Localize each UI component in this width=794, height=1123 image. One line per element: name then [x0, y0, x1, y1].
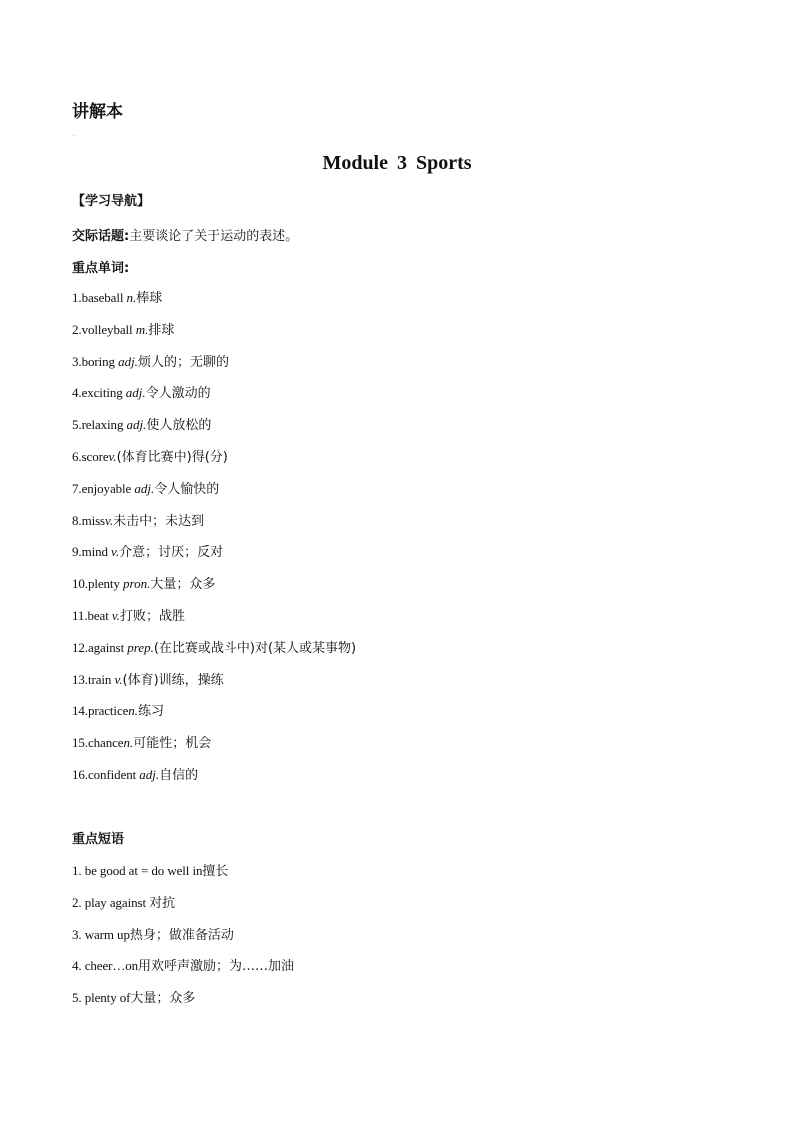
- word-item: [72, 573, 215, 592]
- word-part-of-speech: v.: [108, 449, 117, 464]
- key-words-heading: 重点单词:: [72, 261, 130, 276]
- word-number: 1.: [72, 290, 82, 305]
- word-number: 5.: [72, 417, 82, 433]
- word-item: [72, 478, 219, 497]
- study-guide-heading: 【学习导航】: [72, 194, 151, 209]
- word-item: [72, 382, 211, 401]
- phrase-english: 3. warm up: [72, 926, 130, 942]
- word-english: chance: [87, 735, 124, 751]
- word-chinese: 烦人的；无聊的: [137, 354, 229, 370]
- word-english: against: [87, 639, 128, 655]
- word-number: 9.: [72, 544, 82, 560]
- word-english: relaxing: [81, 417, 127, 433]
- word-number: 16.: [72, 767, 88, 782]
- word-part-of-speech: m.: [135, 321, 149, 337]
- word-number: 15.: [72, 735, 88, 751]
- phrase-item: [72, 860, 228, 879]
- word-number: 13.: [72, 671, 88, 687]
- word-part-of-speech: v.: [105, 512, 114, 528]
- word-english: enjoyable: [81, 480, 135, 496]
- word-chinese: 使人放松的: [146, 418, 212, 434]
- phrase-english: 2. play against: [72, 894, 150, 910]
- phrase-chinese: 热身；做准备活动: [129, 927, 234, 943]
- word-chinese: 棒球: [136, 291, 163, 306]
- phrase-item: [72, 924, 234, 943]
- word-part-of-speech: adj.: [139, 767, 160, 782]
- word-item: [72, 446, 228, 465]
- word-item: [72, 732, 211, 751]
- word-english: exciting: [81, 385, 126, 401]
- word-part-of-speech: adj.: [134, 480, 155, 496]
- page-title: Module 3 Sports: [322, 152, 472, 174]
- phrase-chinese: 用欢呼声激励；为……加油: [138, 959, 295, 975]
- word-item: [72, 319, 174, 338]
- phrase-chinese: 大量；众多: [130, 991, 196, 1007]
- word-part-of-speech: adj.: [125, 385, 146, 401]
- word-part-of-speech: v.: [111, 608, 120, 623]
- word-english: plenty: [87, 576, 123, 592]
- word-number: 4.: [72, 385, 82, 401]
- word-english: practice: [87, 703, 129, 719]
- phrase-chinese: 擅长: [202, 864, 229, 879]
- phrase-english: 5. plenty of: [72, 990, 131, 1006]
- topic-label: 交际话题:: [72, 229, 130, 244]
- word-item: [72, 287, 162, 306]
- section-label: 讲解本: [72, 102, 123, 122]
- word-part-of-speech: n.: [128, 703, 139, 719]
- word-english: miss: [81, 512, 106, 528]
- word-part-of-speech: adj.: [118, 353, 138, 369]
- word-number: 14.: [72, 703, 88, 719]
- word-chinese: 自信的: [159, 768, 199, 783]
- word-part-of-speech: n.: [126, 290, 137, 305]
- word-english: boring: [81, 353, 119, 369]
- phrase-item: [72, 892, 175, 911]
- word-item: [72, 669, 224, 688]
- phrase-item: [72, 987, 195, 1006]
- word-english: confident: [87, 767, 140, 782]
- phrase-item: [72, 955, 294, 974]
- phrase-english: 4. cheer…on: [72, 958, 139, 974]
- word-part-of-speech: adj.: [126, 417, 147, 433]
- word-number: 8.: [72, 512, 82, 528]
- word-item: [72, 541, 223, 560]
- word-chinese: 打败；战胜: [119, 609, 185, 624]
- phrase-chinese: 对抗: [149, 895, 176, 911]
- word-english: score: [81, 449, 109, 464]
- word-chinese: 令人激动的: [145, 386, 211, 402]
- word-english: volleyball: [81, 321, 136, 337]
- word-number: 7.: [72, 480, 82, 496]
- word-chinese: 介意；讨厌；反对: [119, 545, 224, 561]
- word-part-of-speech: n.: [123, 735, 134, 751]
- word-chinese: (在比赛或战斗中)对(某人或某事物): [153, 640, 357, 656]
- word-item: [72, 700, 164, 719]
- word-chinese: 练习: [138, 704, 165, 720]
- stray-mark: ,: [73, 131, 75, 138]
- word-chinese: 大量；众多: [150, 577, 216, 593]
- word-chinese: (体育比赛中)得(分): [116, 450, 228, 465]
- word-chinese: 排球: [148, 322, 175, 338]
- word-number: 10.: [72, 576, 88, 592]
- word-item: [72, 351, 229, 370]
- word-chinese: 令人愉快的: [154, 481, 220, 497]
- word-number: 3.: [72, 353, 82, 369]
- word-english: beat: [87, 608, 112, 623]
- word-item: [72, 637, 356, 656]
- word-item: [72, 764, 198, 783]
- word-chinese: (体育)训练，操练: [122, 672, 224, 688]
- word-english: train: [87, 671, 115, 687]
- topic-line: [72, 225, 298, 244]
- word-number: 6.: [72, 449, 82, 464]
- word-part-of-speech: v.: [111, 544, 120, 560]
- word-part-of-speech: prep.: [127, 639, 154, 655]
- word-number: 11.: [72, 608, 88, 623]
- word-item: [72, 605, 185, 624]
- word-number: 2.: [72, 321, 82, 337]
- topic-text: 主要谈论了关于运动的表述。: [129, 229, 299, 244]
- word-english: mind: [81, 544, 112, 560]
- word-number: 12.: [72, 639, 88, 655]
- word-item: [72, 510, 204, 529]
- word-part-of-speech: v.: [114, 671, 123, 687]
- word-chinese: 可能性；机会: [133, 736, 212, 752]
- key-phrases-heading: 重点短语: [72, 832, 125, 847]
- word-chinese: 未击中；未达到: [113, 513, 205, 529]
- phrase-english: 1. be good at = do well in: [72, 863, 203, 878]
- word-item: [72, 414, 211, 433]
- word-english: baseball: [81, 290, 127, 305]
- word-part-of-speech: pron.: [123, 576, 151, 592]
